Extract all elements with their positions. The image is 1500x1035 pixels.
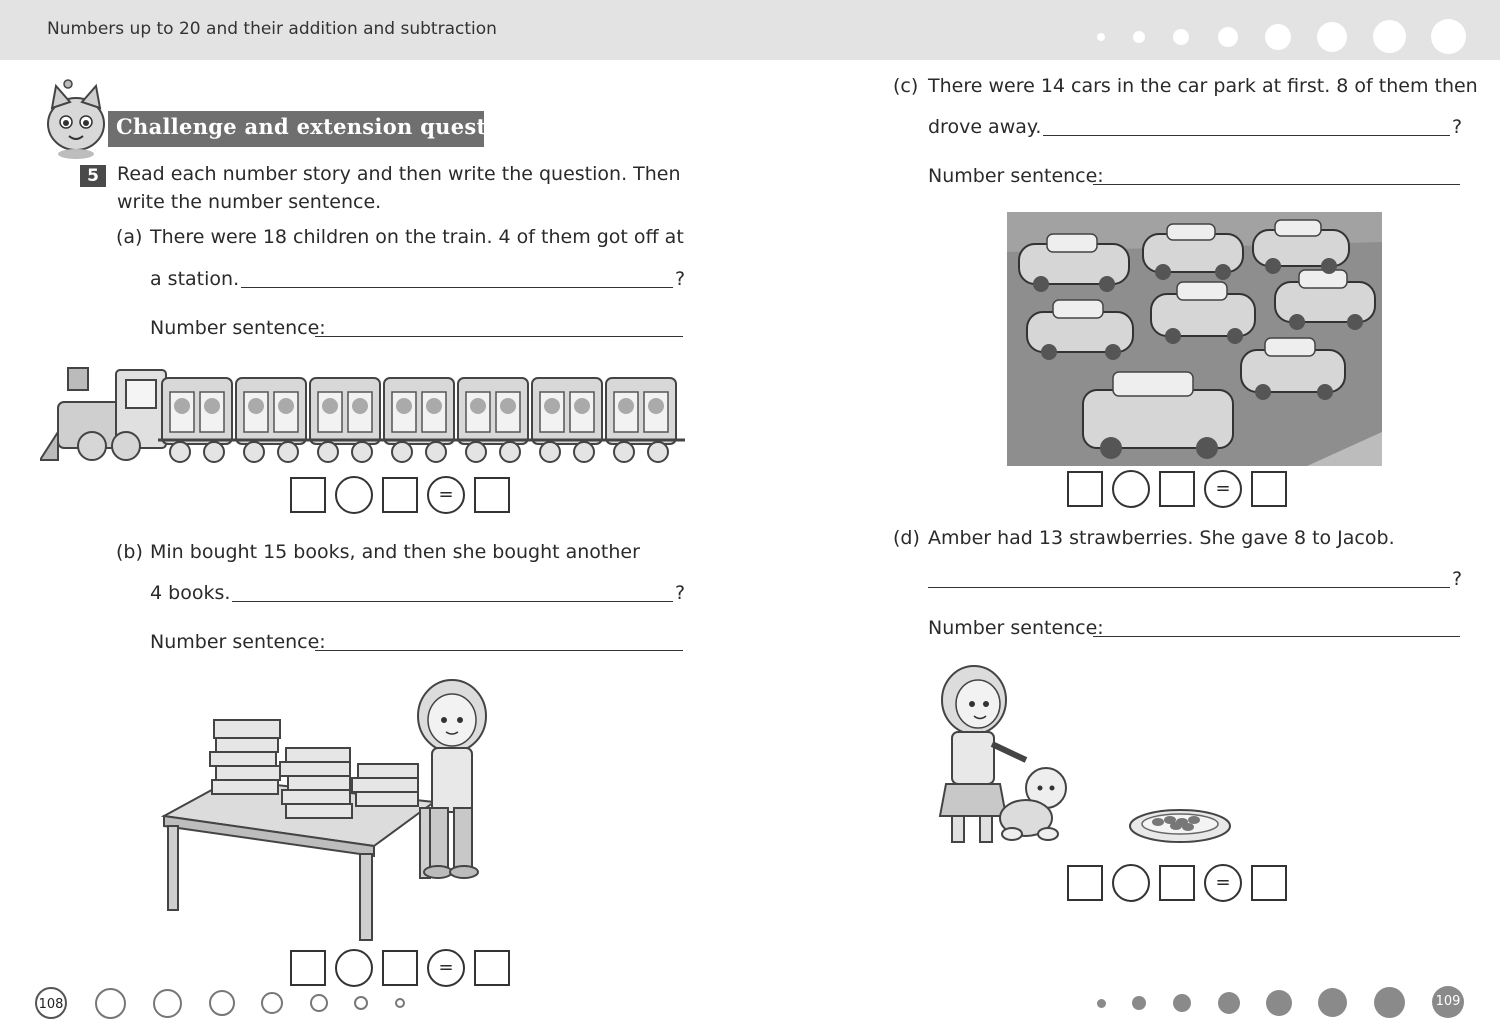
equals-circle: =: [427, 949, 465, 987]
part-b-question-line[interactable]: [232, 601, 673, 602]
header-dot: [1431, 19, 1466, 54]
part-a-question-line[interactable]: [241, 287, 673, 288]
equals-circle: =: [1204, 470, 1242, 508]
answer-box[interactable]: [382, 477, 418, 513]
footer-dot: [1318, 988, 1347, 1017]
footer-circle: [310, 994, 328, 1012]
footer-circle: [354, 996, 368, 1010]
answer-box[interactable]: [1251, 865, 1287, 901]
part-d-number-sentence-line[interactable]: [1093, 636, 1460, 637]
footer-dot: [1173, 994, 1191, 1012]
part-b-story-line-1: Min bought 15 books, and then she bought another: [150, 541, 640, 563]
header-dot: [1265, 24, 1291, 50]
footer-dot: [1266, 990, 1292, 1016]
header-dot: [1097, 33, 1105, 41]
question-number: 5: [80, 165, 106, 187]
answer-box[interactable]: [474, 950, 510, 986]
part-a-story-line-2: a station.: [150, 268, 240, 290]
header-title: Numbers up to 20 and their addition and subtraction: [47, 19, 497, 39]
part-c-number-sentence-line[interactable]: [1093, 184, 1460, 185]
header-dot: [1218, 27, 1238, 47]
left-page-number: 108: [35, 987, 67, 1019]
part-a-number-sentence-label: Number sentence:: [150, 317, 326, 339]
footer-dot: [1374, 987, 1405, 1018]
part-d-label: (d): [893, 527, 920, 549]
instruction-line-2: write the number sentence.: [117, 191, 382, 213]
part-c-question-line[interactable]: [1043, 135, 1450, 136]
answer-box[interactable]: [1251, 471, 1287, 507]
train-illustration: [40, 362, 685, 466]
part-c-question-mark: ?: [1452, 116, 1463, 138]
part-b-number-sentence-label: Number sentence:: [150, 631, 326, 653]
part-a-story-line-1: There were 18 children on the train. 4 of them got off at: [150, 226, 684, 248]
banner-title: Challenge and extension question: [116, 114, 525, 139]
part-c-number-sentence-label: Number sentence:: [928, 165, 1104, 187]
part-c-story-line-2: drove away.: [928, 116, 1042, 138]
cat-mascot-icon: [36, 78, 116, 160]
books-table-illustration: [160, 676, 500, 944]
instruction-line-1: Read each number story and then write the question. Then: [117, 163, 681, 185]
answer-box[interactable]: [382, 950, 418, 986]
operator-circle[interactable]: [1112, 470, 1150, 508]
header-dot: [1133, 31, 1145, 43]
equals-circle: =: [1204, 864, 1242, 902]
answer-box[interactable]: [474, 477, 510, 513]
footer-circle: [153, 989, 182, 1018]
part-d-question-mark: ?: [1452, 568, 1463, 590]
part-a-question-mark: ?: [675, 268, 686, 290]
operator-circle[interactable]: [335, 476, 373, 514]
operator-circle[interactable]: [1112, 864, 1150, 902]
part-b-number-sentence-line[interactable]: [315, 650, 683, 651]
footer-circle: [395, 998, 405, 1008]
answer-box[interactable]: [1067, 471, 1103, 507]
part-b-story-line-2: 4 books.: [150, 582, 231, 604]
operator-circle[interactable]: [335, 949, 373, 987]
footer-dot: [1097, 999, 1106, 1008]
footer-dot: [1132, 996, 1146, 1010]
part-c-label: (c): [893, 75, 919, 97]
footer-dot: [1218, 992, 1240, 1014]
answer-box[interactable]: [1067, 865, 1103, 901]
right-page-number: 109: [1432, 986, 1464, 1018]
header-dot: [1317, 22, 1347, 52]
part-b-label: (b): [116, 541, 143, 563]
footer-circle: [209, 990, 235, 1016]
part-d-question-line[interactable]: [928, 587, 1450, 588]
answer-box[interactable]: [290, 950, 326, 986]
strawberries-illustration: [930, 664, 1235, 854]
footer-circle: [261, 992, 283, 1014]
part-d-story-line-1: Amber had 13 strawberries. She gave 8 to Jacob.: [928, 527, 1395, 549]
header-dot: [1173, 29, 1189, 45]
footer-circle: [95, 988, 126, 1019]
part-c-story-line-1: There were 14 cars in the car park at first. 8 of them then: [928, 75, 1478, 97]
part-a-number-sentence-line[interactable]: [315, 336, 683, 337]
header-dot: [1373, 20, 1406, 53]
part-b-question-mark: ?: [675, 582, 686, 604]
answer-box[interactable]: [1159, 471, 1195, 507]
equals-circle: =: [427, 476, 465, 514]
answer-box[interactable]: [290, 477, 326, 513]
answer-box[interactable]: [1159, 865, 1195, 901]
part-a-label: (a): [116, 226, 143, 248]
car-park-illustration: [1007, 212, 1382, 466]
part-d-number-sentence-label: Number sentence:: [928, 617, 1104, 639]
